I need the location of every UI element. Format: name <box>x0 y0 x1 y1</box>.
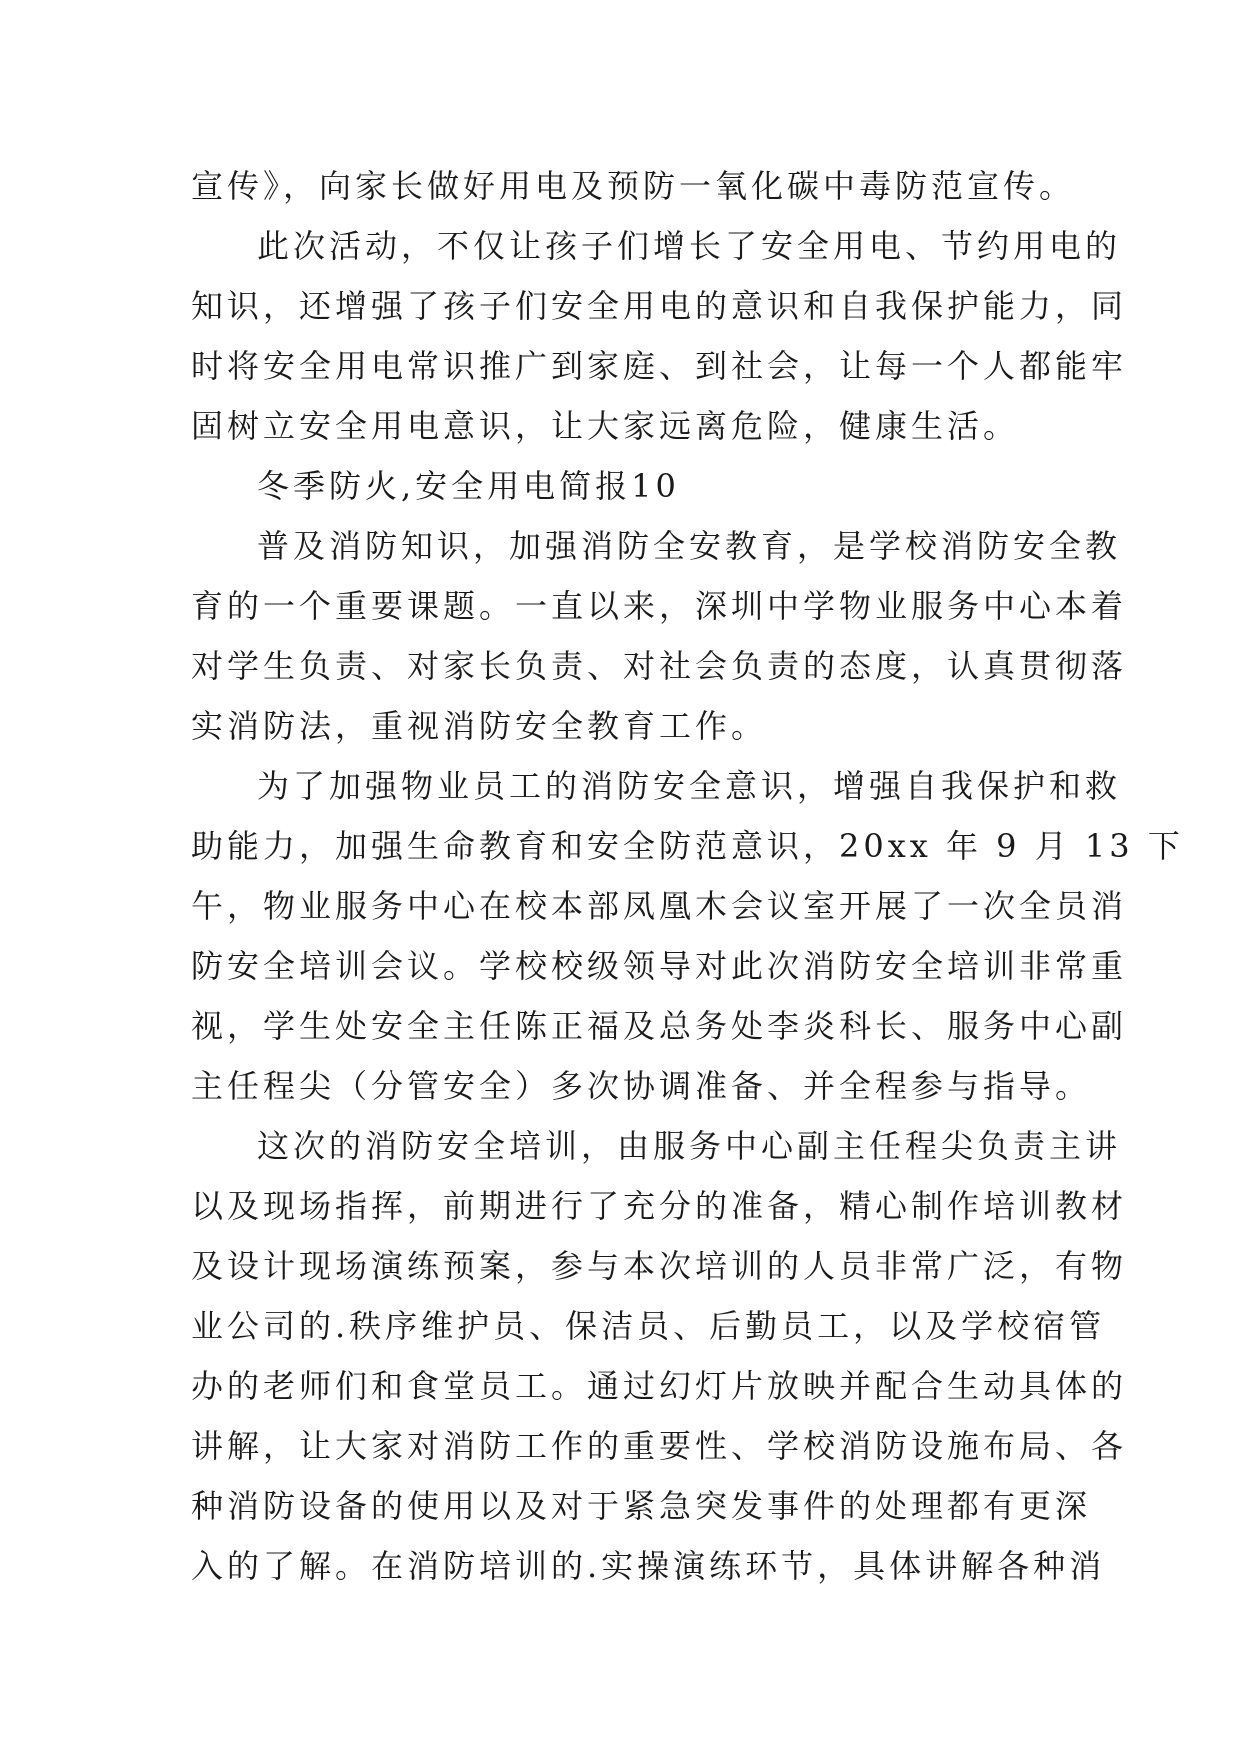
text-line: 知识，还增强了孩子们安全用电的意识和自我保护能力，同 <box>191 287 1128 325</box>
text-line: 实消防法，重视消防安全教育工作。 <box>191 707 768 745</box>
text-line: 主任程尖（分管安全）多次协调准备、并全程参与指导。 <box>191 1067 1092 1105</box>
text-line: 以及现场指挥，前期进行了充分的准备，精心制作培训教材 <box>191 1187 1128 1225</box>
text-line: 时将安全用电常识推广到家庭、到社会，让每一个人都能牢 <box>191 347 1128 385</box>
text-line: 为了加强物业员工的消防安全意识，增强自我保护和救 <box>257 767 1122 805</box>
text-line: 对学生负责、对家长负责、对社会负责的态度，认真贯彻落 <box>191 647 1128 685</box>
text-line: 冬季防火,安全用电简报10 <box>257 467 680 505</box>
text-line: 防安全培训会议。学校校级领导对此次消防安全培训非常重 <box>191 947 1128 985</box>
text-line: 及设计现场演练预案，参与本次培训的人员非常广泛，有物 <box>191 1247 1128 1285</box>
text-line: 助能力，加强生命教育和安全防范意识，20xx 年 9 月 13 下 <box>191 827 1184 865</box>
text-line: 办的老师们和食堂员工。通过幻灯片放映并配合生动具体的 <box>191 1367 1128 1405</box>
text-line: 种消防设备的使用以及对于紧急突发事件的处理都有更深 <box>191 1487 1092 1525</box>
text-line: 此次活动，不仅让孩子们增长了安全用电、节约用电的 <box>257 227 1122 265</box>
text-line: 午，物业服务中心在校本部凤凰木会议室开展了一次全员消 <box>191 887 1128 925</box>
text-line: 入的了解。在消防培训的.实操演练环节，具体讲解各种消 <box>191 1547 1106 1585</box>
text-line: 普及消防知识，加强消防全安教育，是学校消防安全教 <box>257 527 1122 565</box>
text-line: 业公司的.秩序维护员、保洁员、后勤员工，以及学校宿管 <box>191 1307 1106 1345</box>
text-line: 视，学生处安全主任陈正福及总务处李炎科长、服务中心副 <box>191 1007 1128 1045</box>
text-line: 讲解，让大家对消防工作的重要性、学校消防设施布局、各 <box>191 1427 1128 1465</box>
text-line: 宣传》，向家长做好用电及预防一氧化碳中毒防范宣传。 <box>191 167 1076 205</box>
text-line: 育的一个重要课题。一直以来，深圳中学物业服务中心本着 <box>191 587 1128 625</box>
text-line: 固树立安全用电意识，让大家远离危险，健康生活。 <box>191 407 1020 445</box>
text-line: 这次的消防安全培训，由服务中心副主任程尖负责主讲 <box>257 1127 1122 1165</box>
document-body <box>191 156 1184 1596</box>
